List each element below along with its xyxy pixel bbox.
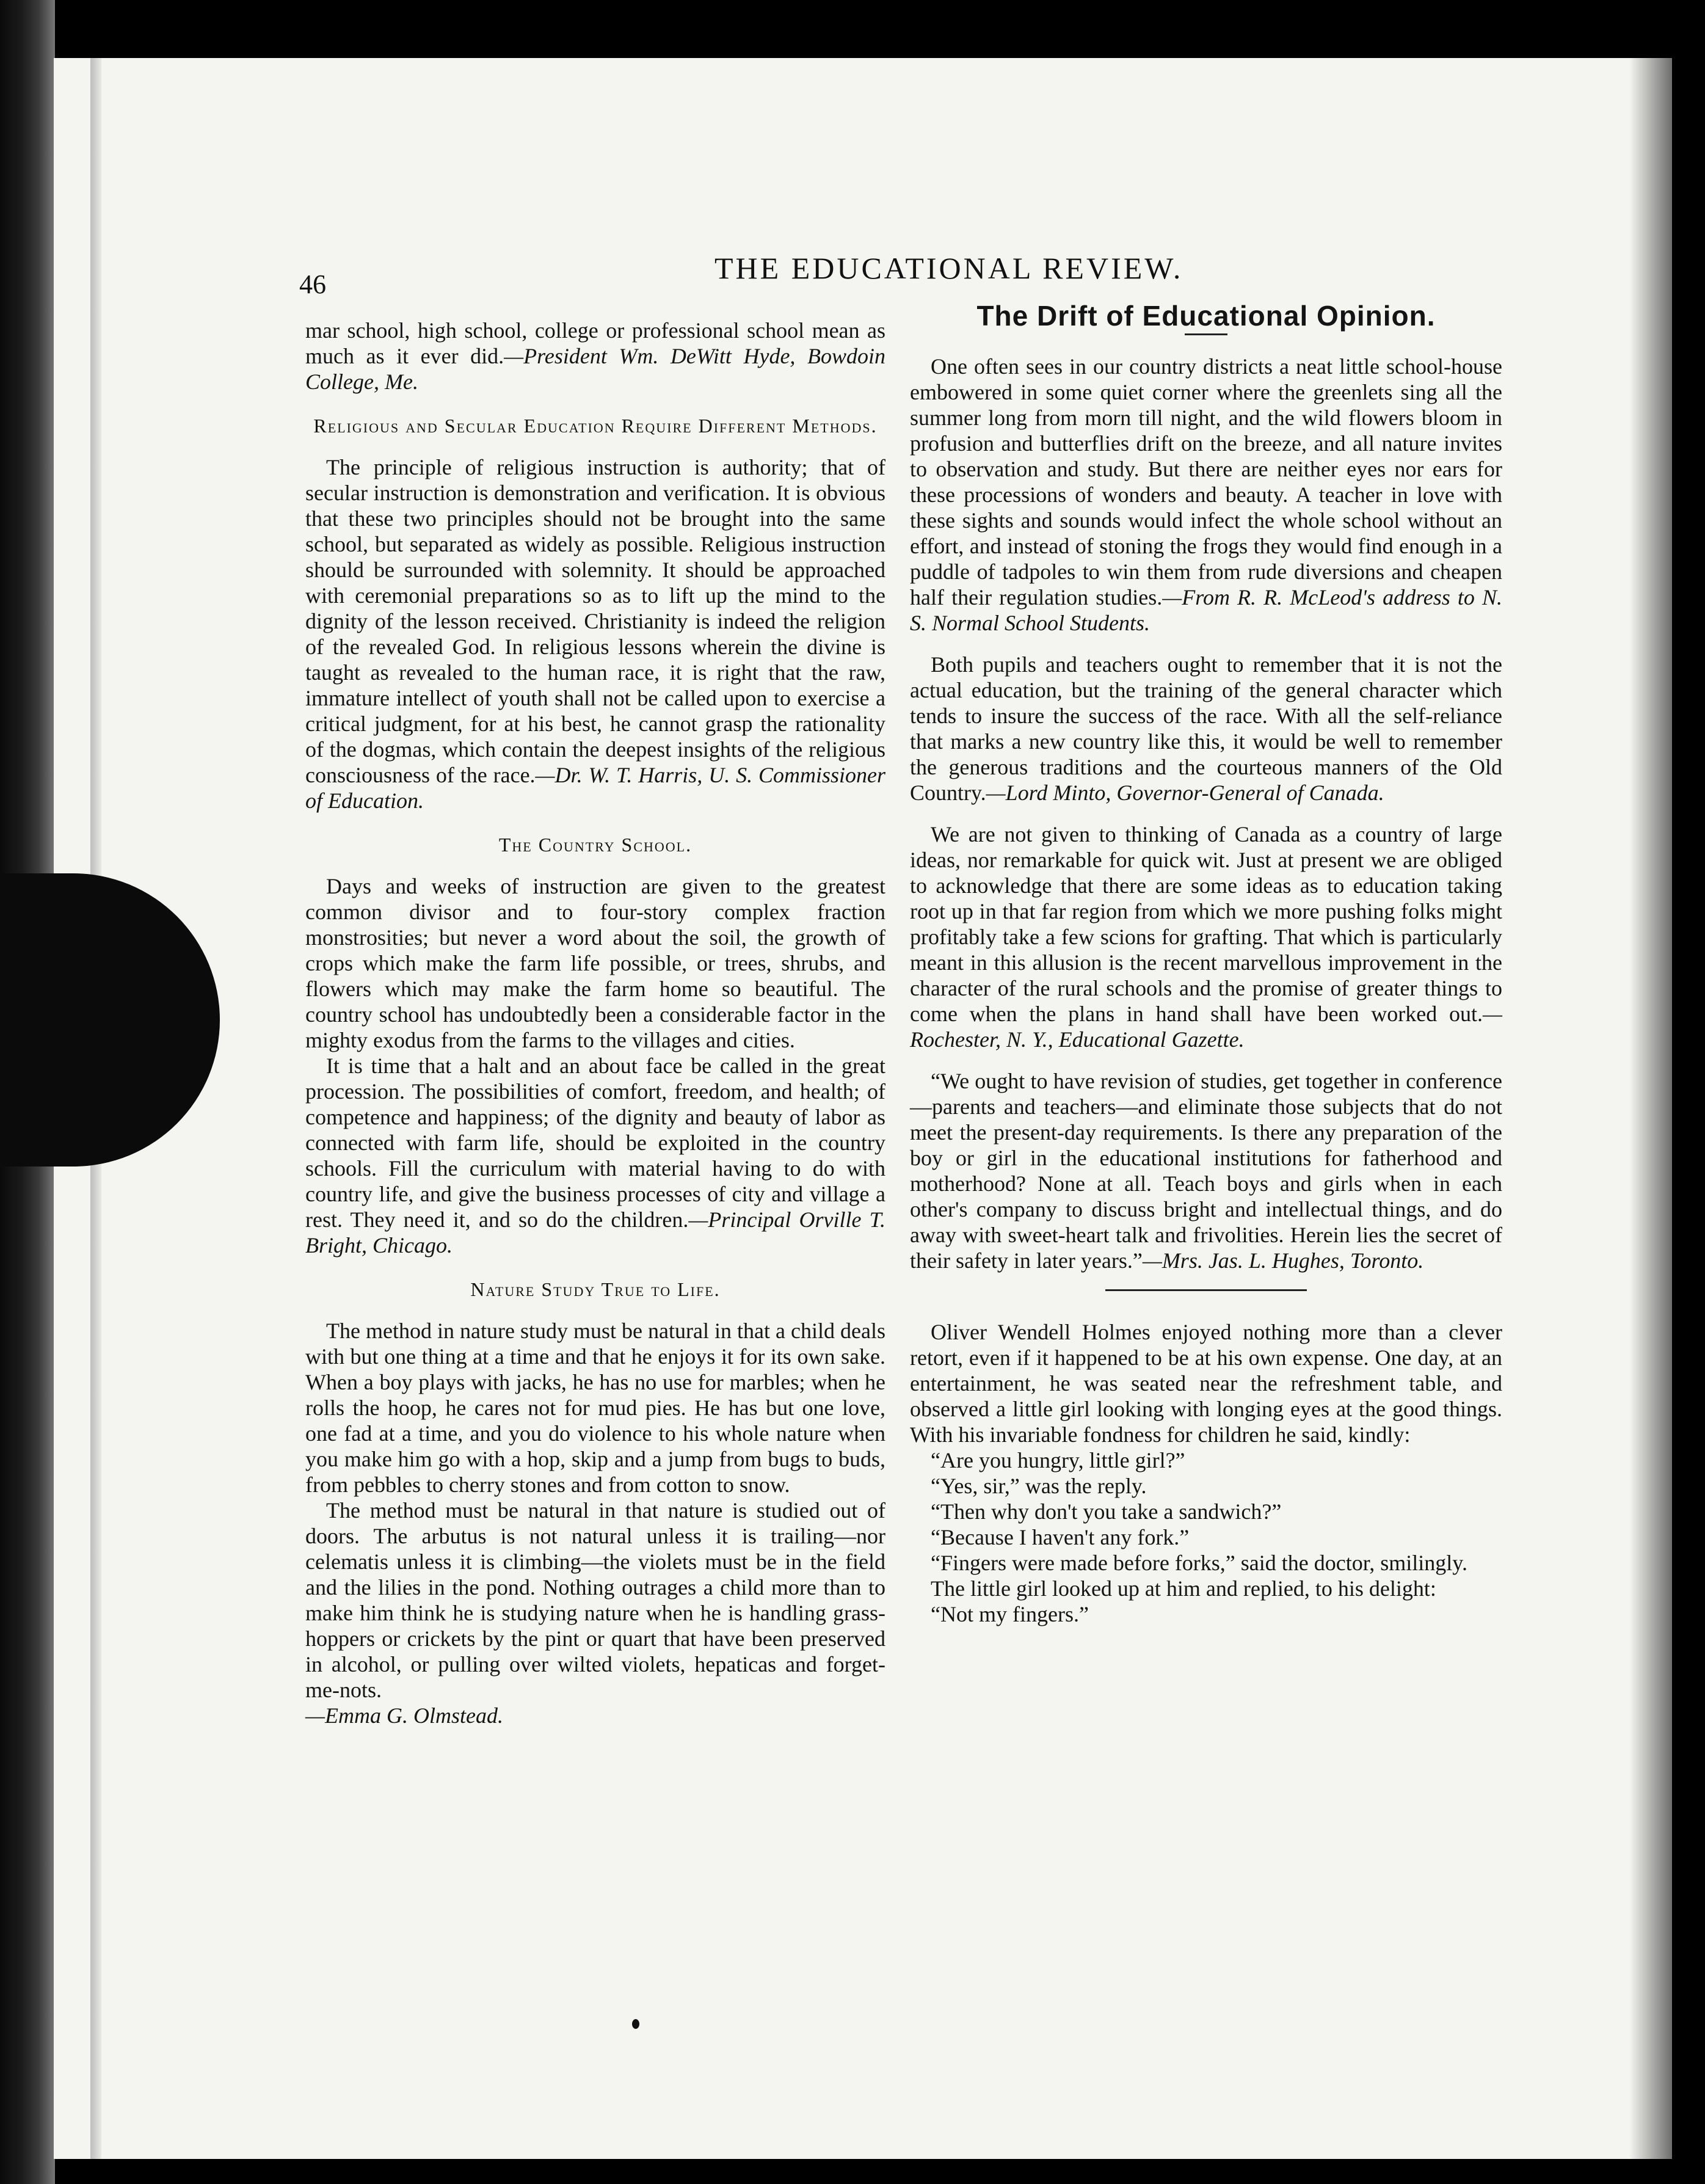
dialogue-line: “Fingers were made before forks,” said the doctor, smilingly. <box>931 1551 1467 1575</box>
opinion-item-3-attribution: —Rochester, N. Y., Educational Gazette. <box>910 1002 1502 1052</box>
opinion-item-4-text: “We ought to have revision of studies, get together in conference—parents and teachers—and eliminate those subjects that do not meet the present-day requirements. Is there any preparation of the boy or girl in the educational institutions for fatherhood and motherhood? None at all. Teach boys and girls when in each other's company to discuss bright and intellectual things, and do away with sweet-heart talk and frivolities. Herein lies the secret of their safety in later years.” <box>910 1069 1502 1273</box>
opening-attribution: —President Wm. DeWitt Hyde, Bowdoin College, Me. <box>305 344 885 394</box>
section-heading-country-school: The Country School. <box>498 834 693 856</box>
holmes-anecdote-intro: Oliver Wendell Holmes enjoyed nothing more than a clever retort, even if it happened to be at his own expense. One day, at an entertainment, he was seated near the refreshment table, and observed a little girl looking with longing eyes at the good things. With his invariable fondness for children he said, kindly: <box>910 1320 1502 1447</box>
opening-text: mar school, high school, college or professional school mean as much as it ever did. <box>305 318 885 368</box>
country-school-paragraph-2 <box>305 1053 885 1258</box>
ink-blot <box>632 2019 639 2029</box>
left-column <box>305 318 885 1728</box>
opening-paragraph <box>305 318 885 395</box>
opinion-item-1-attribution: —From R. R. McLeod's address to N. S. Normal School Students. <box>910 585 1502 635</box>
section-religious-text: The principle of religious instruction is authority; that of secular instruction is demonstration and verification. It is obvious that these two principles should not be brought into the same school, but separated as widely as possible. Religious instruction should be surrounded with solemnity. It should be approached with ceremonial preparations so as to lift up the mind to the dignity of the lesson received. Christianity is indeed the religion of the revealed God. In religious lessons wherein the divine is taught as revealed to the human race, it is right that the raw, immature intellect of youth shall not be called upon to exercise a critical judgment, for at his best, he cannot grasp the rationality of the dogmas, which contain the deepest insights of the religious consciousness of the race. <box>305 455 885 787</box>
dialogue-line: The little girl looked up at him and replied, to his delight: <box>931 1576 1436 1601</box>
opinion-item-2 <box>910 652 1502 806</box>
section-religious-attribution: —Dr. W. T. Harris, U. S. Commissioner of Education. <box>305 763 885 813</box>
right-column <box>910 299 1502 1627</box>
heading-rule <box>1185 333 1227 335</box>
dialogue-line: “Are you hungry, little girl?” <box>931 1448 1185 1472</box>
opinion-item-3-text: We are not given to thinking of Canada as a country of large ideas, nor remarkable for quick wit. Just at present we are obliged to acknowledge that there are some ideas as to education taking root up in that far region from which we more pushing folks might profitably take a few scions for grafting. That which is particularly meant in this allusion is the recent marvellous improvement in the character of the rural schools and the promise of greater things to come when the plans in hand shall have been worked out. <box>910 822 1502 1026</box>
running-head: THE EDUCATIONAL REVIEW. <box>714 251 1183 285</box>
dialogue-line: “Not my fingers.” <box>931 1602 1089 1626</box>
nature-study-paragraph-2 <box>305 1498 885 1728</box>
opinion-item-4 <box>910 1068 1502 1273</box>
country-school-paragraph-1: Days and weeks of instruction are given to the greatest common divisor and to four-story complex fraction monstrosities; but never a word about the soil, the growth of crops which make the farm life possible, or trees, shrubs, and flowers which may make the farm home so beautiful. The country school has undoubtedly been a considerable factor in the mighty exodus from the farms to the villages and cities. <box>305 874 885 1052</box>
section-heading-religious: Religious and Secular Education Require Different Methods. <box>313 415 878 437</box>
opinion-item-2-text: Both pupils and teachers ought to remember that it is not the actual education, but the training of the general character which tends to insure the success of the race. With all the self-reliance that marks a new country like this, it would be well to remember the generous traditions and the courteous manners of the Old Country. <box>910 652 1502 805</box>
dialogue-line: “Then why don't you take a sandwich?” <box>931 1499 1282 1524</box>
opinion-item-1-text: One often sees in our country districts a neat little school-house embowered in some quiet corner where the greenlets sing all the summer long from morn till night, and the wild flowers bloom in profusion and butterflies drift on the breeze, and all nature invites to observation and study. But there are neither eyes nor ears for these processions of wonders and beauty. A teacher in love with these sights and sounds would infect the whole school without an effort, and instead of stoning the frogs they would find enough in a puddle of tadpoles to win them from rude diversions and cheapen half their regulation studies. <box>910 354 1502 610</box>
dialogue-line: “Because I haven't any fork.” <box>931 1525 1190 1549</box>
section-religious-paragraph <box>305 454 885 814</box>
section-heading-nature-study: Nature Study True to Life. <box>470 1278 721 1300</box>
nature-study-attribution: —Emma G. Olmstead. <box>305 1703 503 1728</box>
country-school-attribution: —Principal Orville T. Bright, Chicago. <box>305 1207 885 1258</box>
country-school-text-2: It is time that a halt and an about face be called in the great procession. The possibilities of comfort, freedom, and health; of competence and happiness; of the dignity and beauty of labor as connected with farm life, should be exploited in the country schools. Fill the curriculum with material having to do with country life, and give the business processes of city and village a rest. They need it, and so do the children. <box>305 1054 885 1232</box>
opinion-item-3 <box>910 821 1502 1052</box>
nature-study-paragraph-1: The method in nature study must be natural in that a child deals with but one thing at a time and that he enjoys it for its own sake. When a boy plays with jacks, he has no use for marbles; when he rolls the hoop, he cares not for mud pies. He has but one love, one fad at a time, and you do violence to his whole nature when you make him go with a hop, skip and a jump from bugs to buds, from pebbles to cherry stones and from cotton to snow. <box>305 1319 885 1497</box>
page-edge-shadow <box>1629 58 1672 2159</box>
article-heading: The Drift of Educational Opinion. <box>976 300 1436 332</box>
opinion-item-4-attribution: —Mrs. Jas. L. Hughes, Toronto. <box>1142 1248 1424 1273</box>
opinion-item-2-attribution: —Lord Minto, Governor-General of Canada. <box>986 781 1384 805</box>
section-divider-rule <box>1105 1289 1307 1291</box>
page-number: 46 <box>299 269 326 299</box>
nature-study-text-2: The method must be natural in that nature is studied out of doors. The arbutus is not natural unless it is trailing—nor celematis unless it is climbing—the violets must be in the field and the lilies in the pond. Nothing outrages a child more than to make him think he is studying nature when he is handling grass-hoppers or crickets by the pint or quart that have been preserved in alcohol, or pulling over wilted violets, hepaticas and forget-me-nots. <box>305 1498 885 1702</box>
opinion-item-1 <box>910 354 1502 636</box>
dialogue-line: “Yes, sir,” was the reply. <box>931 1474 1147 1498</box>
